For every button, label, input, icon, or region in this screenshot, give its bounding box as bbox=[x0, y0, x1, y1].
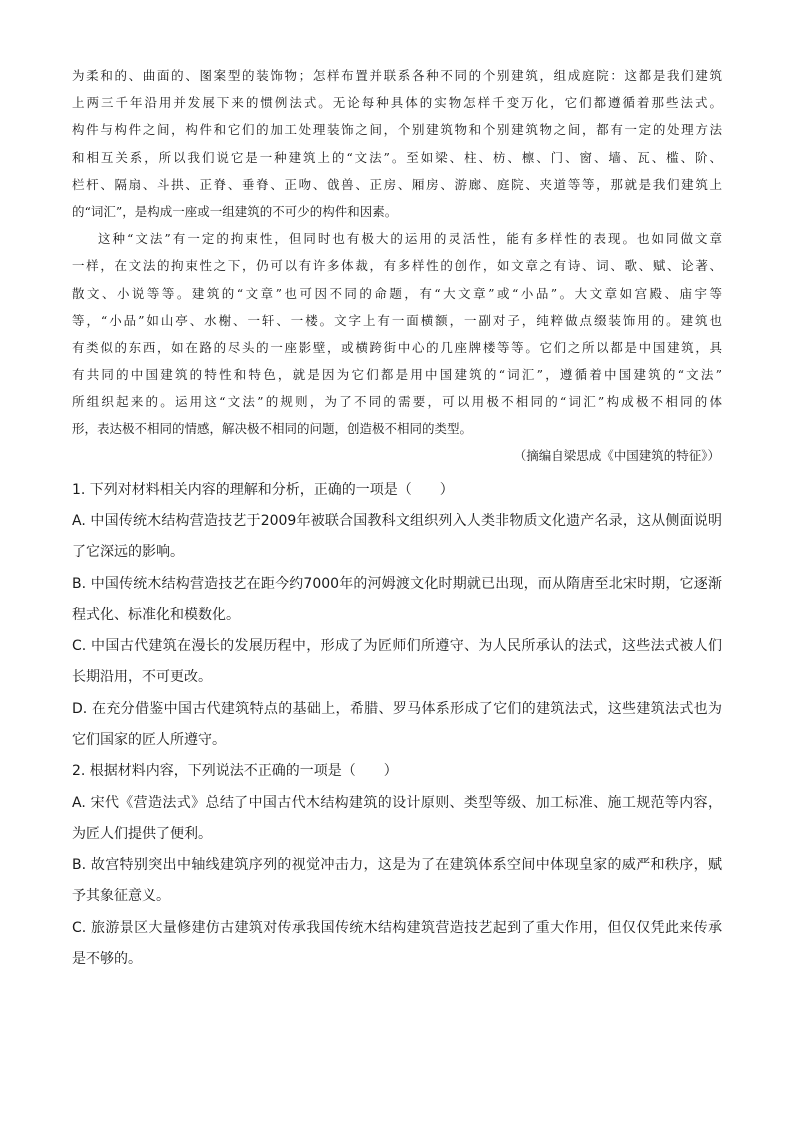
passage-line: 的“词汇”，是构成一座或一组建筑的不可少的构件和因素。 bbox=[72, 203, 398, 219]
option-text: 长期沿用，不可更改。 bbox=[72, 669, 212, 686]
option-text: 它们国家的匠人所遵守。 bbox=[72, 732, 226, 748]
passage-line: 有类似的东西，如在路的尽头的一座影壁，或横跨街中心的几座牌楼等等。它们之所以都是中国建筑，具 bbox=[72, 339, 722, 355]
question-1 bbox=[72, 475, 722, 757]
passage-line: 所组织起来的。运用这“文法”的规则，为了不同的需要，可以用极不相同的“词汇”构成极不相同的体 bbox=[72, 394, 722, 410]
option-a bbox=[72, 506, 722, 569]
option-text: C. 旅游景区大量修建仿古建筑对传承我国传统木结构建筑营造技艺起到了重大作用，但仅仅凭此来传承 bbox=[72, 919, 722, 936]
passage-line: 和相互关系，所以我们说它是一种建筑上的“文法”。至如梁、柱、枋、檩、门、窗、墙、瓦、槛、阶、 bbox=[72, 149, 722, 165]
passage-line: 散文、小说等等。建筑的“文章”也可因不同的命题，有“大文章”或“小品”。大文章如宫殿、庙宇等 bbox=[72, 285, 722, 301]
option-text: 程式化、标准化和模数化。 bbox=[72, 606, 240, 623]
option-b bbox=[72, 850, 722, 913]
passage-line: 有共同的中国建筑的特性和特色，就是因为它们都是用中国建筑的“词汇”，遵循着中国建筑的“文法” bbox=[72, 367, 722, 383]
option-text: B. 中国传统木结构营造技艺在距今约7000年的河姆渡文化时期就已出现，而从隋唐至北宋时期，它逐渐 bbox=[72, 575, 722, 592]
reading-passage bbox=[72, 62, 722, 443]
passage-line: 为柔和的、曲面的、图案型的装饰物；怎样布置并联系各种不同的个别建筑，组成庭院：这都是我们建筑 bbox=[72, 68, 722, 83]
question-stem: 1. 下列对材料相关内容的理解和分析，正确的一项是（ ） bbox=[72, 481, 454, 498]
option-d bbox=[72, 694, 722, 757]
option-text: A. 宋代《营造法式》总结了中国古代木结构建筑的设计原则、类型等级、加工标准、施工规范等内容， bbox=[72, 794, 722, 811]
option-text: 了它深远的影响。 bbox=[72, 544, 184, 561]
question-list bbox=[72, 475, 722, 976]
option-text: B. 故宫特别突出中轴线建筑序列的视觉冲击力，这是为了在建筑体系空间中体现皇家的威严和秩序，赋 bbox=[72, 857, 722, 874]
question-2 bbox=[72, 756, 722, 975]
passage-line: 等，“小品”如山亭、水榭、一轩、一楼。文字上有一面横额，一副对子，纯粹做点缀装饰用的。建筑也 bbox=[72, 312, 722, 328]
option-b bbox=[72, 569, 722, 632]
question-stem: 2. 根据材料内容，下列说法不正确的一项是（ ） bbox=[72, 763, 398, 780]
option-c bbox=[72, 631, 722, 694]
passage-line: 构件与构件之间，构件和它们的加工处理装饰之间，个别建筑物和个别建筑物之间，都有一定的处理方法 bbox=[72, 122, 722, 138]
option-c bbox=[72, 913, 722, 976]
passage-line: 上两三千年沿用并发展下来的惯例法式。无论每种具体的实物怎样千变万化，它们都遵循着那些法式。 bbox=[72, 95, 722, 111]
passage-line: 这种“文法”有一定的拘束性，但同时也有极大的运用的灵活性，能有多样性的表现。也如同做文章 bbox=[98, 231, 722, 247]
passage-line: 一样，在文法的拘束性之下，仍可以有许多体裁，有多样性的创作，如文章之有诗、词、歌、赋、论著、 bbox=[72, 258, 722, 274]
option-text: A. 中国传统木结构营造技艺于2009年被联合国教科文组织列入人类非物质文化遗产名录，这从侧面说明 bbox=[72, 512, 722, 529]
passage-line: 形，表达极不相同的情感，解决极不相同的问题，创造极不相同的类型。 bbox=[72, 421, 473, 437]
option-text: 予其象征意义。 bbox=[72, 888, 170, 905]
option-text: 为匠人们提供了便利。 bbox=[72, 825, 212, 842]
option-text: D. 在充分借鉴中国古代建筑特点的基础上，希腊、罗马体系形成了它们的建筑法式，这些建筑法式也为 bbox=[72, 700, 722, 717]
passage-source: （摘编自梁思成《中国建筑的特征》） bbox=[513, 447, 720, 463]
option-a bbox=[72, 788, 722, 851]
option-text: C. 中国古代建筑在漫长的发展历程中，形成了为匠师们所遵守、为人民所承认的法式，这些法式被人们 bbox=[72, 638, 722, 655]
exam-page bbox=[72, 62, 722, 975]
passage-line: 栏杆、隔扇、斗拱、正脊、垂脊、正吻、戗兽、正房、厢房、游廊、庭院、夹道等等，那就是我们建筑上 bbox=[72, 176, 722, 192]
option-text: 是不够的。 bbox=[72, 951, 142, 968]
